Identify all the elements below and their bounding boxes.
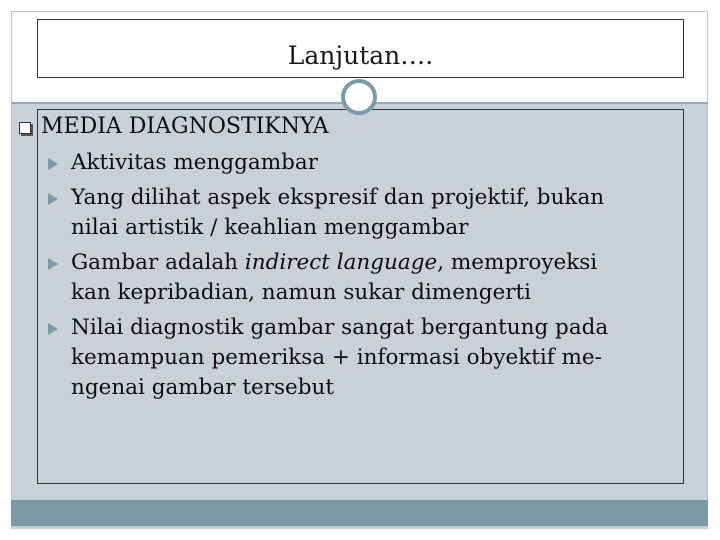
triangle-bullet-icon [48, 158, 58, 170]
triangle-bullet-icon [48, 323, 58, 335]
slide-content [17, 113, 697, 403]
bullet-text [71, 248, 701, 278]
bullet-item-1 [17, 148, 701, 178]
section-heading: MEDIA DIAGNOSTIKNYA [41, 114, 329, 139]
bullet-text-post: , memproyeksi [437, 250, 598, 275]
bullet-text-pre: Gambar adalah [71, 250, 245, 275]
triangle-bullet-icon [48, 193, 58, 205]
bullet-text-continuation: ngenai gambar tersebut [71, 375, 335, 400]
bullet-text-continuation: nilai artistik / keahlian menggambar [71, 215, 469, 240]
bullet-item-2 [17, 183, 701, 243]
circle-ornament-icon [341, 79, 377, 115]
section-heading-row [17, 113, 697, 143]
bullet-text: Yang dilihat aspek ekspresif dan projektif, bukan [71, 185, 605, 210]
bottom-bar [11, 500, 708, 526]
bullet-text-continuation: kemampuan pemeriksa + informasi obyektif me- [71, 345, 602, 370]
triangle-bullet-icon [48, 258, 58, 270]
slide-title: Lanjutan…. [287, 41, 434, 70]
bullet-item-4 [17, 313, 701, 403]
bullet-text-continuation: kan kepribadian, namun sukar dimengerti [71, 280, 532, 305]
bullet-item-3 [17, 248, 701, 308]
bullet-text: Nilai diagnostik gambar sangat bergantung pada [71, 315, 609, 340]
italic-term: indirect language [244, 250, 438, 275]
bullet-text: Aktivitas menggambar [71, 150, 318, 175]
title-box [37, 19, 684, 78]
checkbox-square-icon [19, 122, 31, 134]
